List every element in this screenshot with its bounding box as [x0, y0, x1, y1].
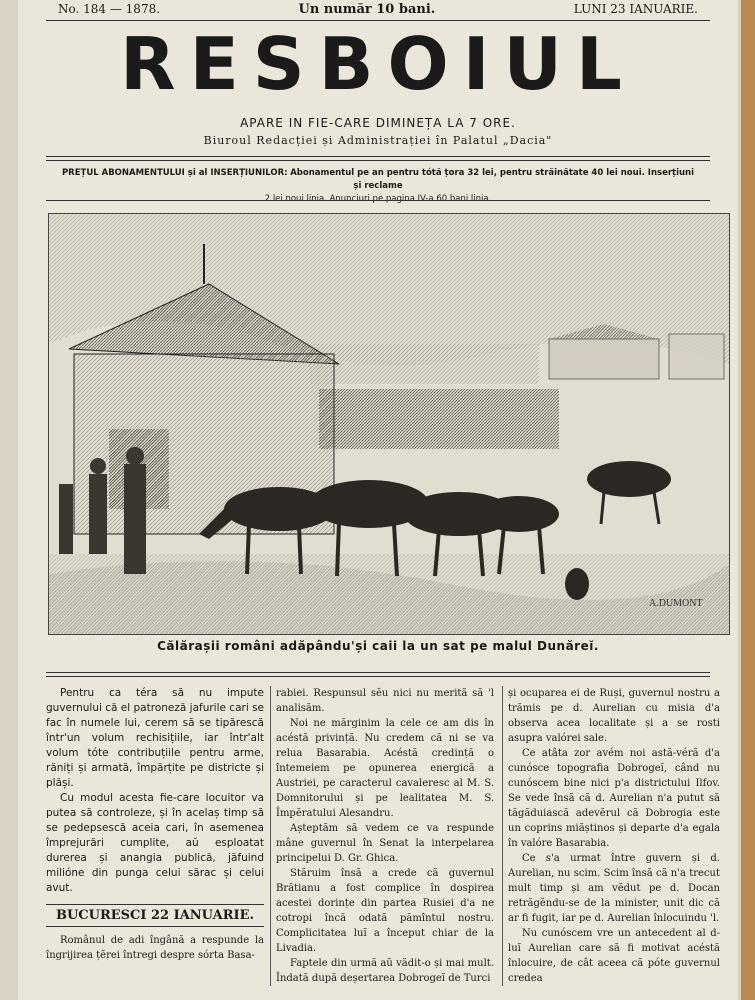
masthead-tagline: APARE IN FIE-CARE DIMINEȚA LA 7 ORE. [240, 116, 516, 130]
article-paragraph: și ocuparea ei de Ruși, guvernul nostru a trămis pe d. Aurelian cu misia d'a observa acea localitate și a se rosti asupra valórei sale. [508, 688, 720, 744]
column-2 [276, 686, 494, 986]
header-rule [46, 20, 710, 21]
issue-number: No. 184 — 1878. [58, 2, 161, 16]
caption-rule [46, 672, 710, 673]
column-rule-1 [270, 686, 271, 986]
water-jug [565, 568, 589, 600]
artist-signature: A.DUMONT [649, 598, 703, 609]
lead-paragraph-1: Pentru ca téra să nu impute guvernului că el patroneză jafurile cari se fac în numele lui, cerem să se tipărescă într'un volum rechisițiile, iar într'alt volum tóte contribuțiile pentru arme, răniți și armată, împărțite pe districte și plăși. [46, 687, 265, 789]
article-paragraph: Nu cunóscem vre un antecedent al d-luĭ Aurelian care să fi motivat acéstă înlocuire, de cât aceea că póte guvernul credea [508, 928, 720, 984]
column-rule-2 [502, 686, 503, 986]
article-paragraph: Ce atâta zor avém noi astă-véră d'a cunósce topografia Dobrogeĭ, când nu cunóscem bine nici p'a districtului Ilfov. Se vede însă că d. Aurelian n'a putut să tăgăduiască adevĕrul că Dobrogia este un coprins miăștinos și departe d'a egala în valóre Basarabia. [508, 748, 720, 849]
lead-paragraph-2: Cu modul acesta fie-care locuitor va putea să controleze, și în acelaș timp să se pedepsescă aceia cari, în asemenea împrejurări cumplite, aŭ esploatat durerea și anangia publică, jăfuind milióne din punga celui sărac și celui avut. [46, 792, 264, 894]
issue-price: Un număr 10 bani. [298, 2, 436, 17]
article-paragraph: Noi ne mărginim la cele ce am dis în acéstă privință. Nu credem că ni se va relua Basarabia. Acéstă credință o întemeiem pe opunerea energică a Austriei, pe caracterul cavaleresc al M. S. Domnitorului și pe lealitatea M. S. Împĕratului Alesandru. [276, 718, 494, 819]
article-paragraph: Faptele din urmă aŭ vădit-o și mai mult. Îndată după deșertarea Dobrogeĭ de Turci [276, 958, 494, 984]
column-3 [508, 686, 720, 986]
masthead-title: RESBOIUL [120, 22, 636, 106]
article-paragraph: rabiei. Respunsul sĕu nici nu merită să 'l analisăm. [276, 688, 494, 714]
lead-text [46, 686, 264, 896]
masthead-office: Biuroul Redacției și Administrației în Palatul „Dacia" [203, 134, 553, 147]
subs-rule-top [46, 156, 710, 157]
article-paragraph: Ce s'a urmat între guvern și d. Aurelian, nu scim. Scim însă că n'a trecut mult timp și am vĕdut pe d. Docan retrăgĕndu-se de la minister, unit dic că ar fi fugit, iar pe d. Aurelian înlocuindu 'l. [508, 853, 720, 924]
newspaper-page [18, 0, 738, 1000]
article-paragraph: Stăruim însă a crede că guvernul Brătianu a fost complice în dospirea acestei dorințe din partea Rusiei d'a ne cotropi încă odată pămîntul nostru. Complicitatea luĭ a început chiar de la Livadia. [276, 868, 494, 954]
subs-rule-bottom [46, 200, 710, 201]
subscription-text-1: Abonamentul pe an pentru tótă țora 32 lei, pentru străinătate 40 lei noui. Inserțiuni și reclame [290, 168, 695, 191]
header-line [58, 2, 698, 17]
issue-date: LUNI 23 IANUARIE. [573, 2, 698, 16]
subscription-label: PREȚUL ABONAMENTULUI și al INSERȚIUNILOR: [61, 168, 288, 178]
subs-rule-top-2 [46, 160, 710, 161]
engraving-svg [49, 214, 729, 634]
binding-edge [741, 0, 755, 1000]
article-paragraph: Românul de adi îngână a respunde la îngrijirea țĕrei întregi despre sórta Basa- [46, 935, 264, 961]
section-heading: BUCURESCI 22 IANUARIE. [46, 904, 264, 927]
caption-rule-2 [46, 676, 710, 677]
illustration-caption: Călărașii români adăpându'și caii la un sat pe malul Dunăreĭ. [157, 639, 599, 653]
subscription-text-2: 2 lei noui linia. Anunciuri pe pagina IV-a 60 bani linia. [264, 194, 492, 204]
article-paragraph: Așteptăm să vedem ce va respunde mâne guvernul în Senat la interpelarea principelui D. Gr. Ghica. [276, 823, 494, 864]
engraving-illustration [48, 213, 730, 635]
column-1 [46, 686, 264, 963]
